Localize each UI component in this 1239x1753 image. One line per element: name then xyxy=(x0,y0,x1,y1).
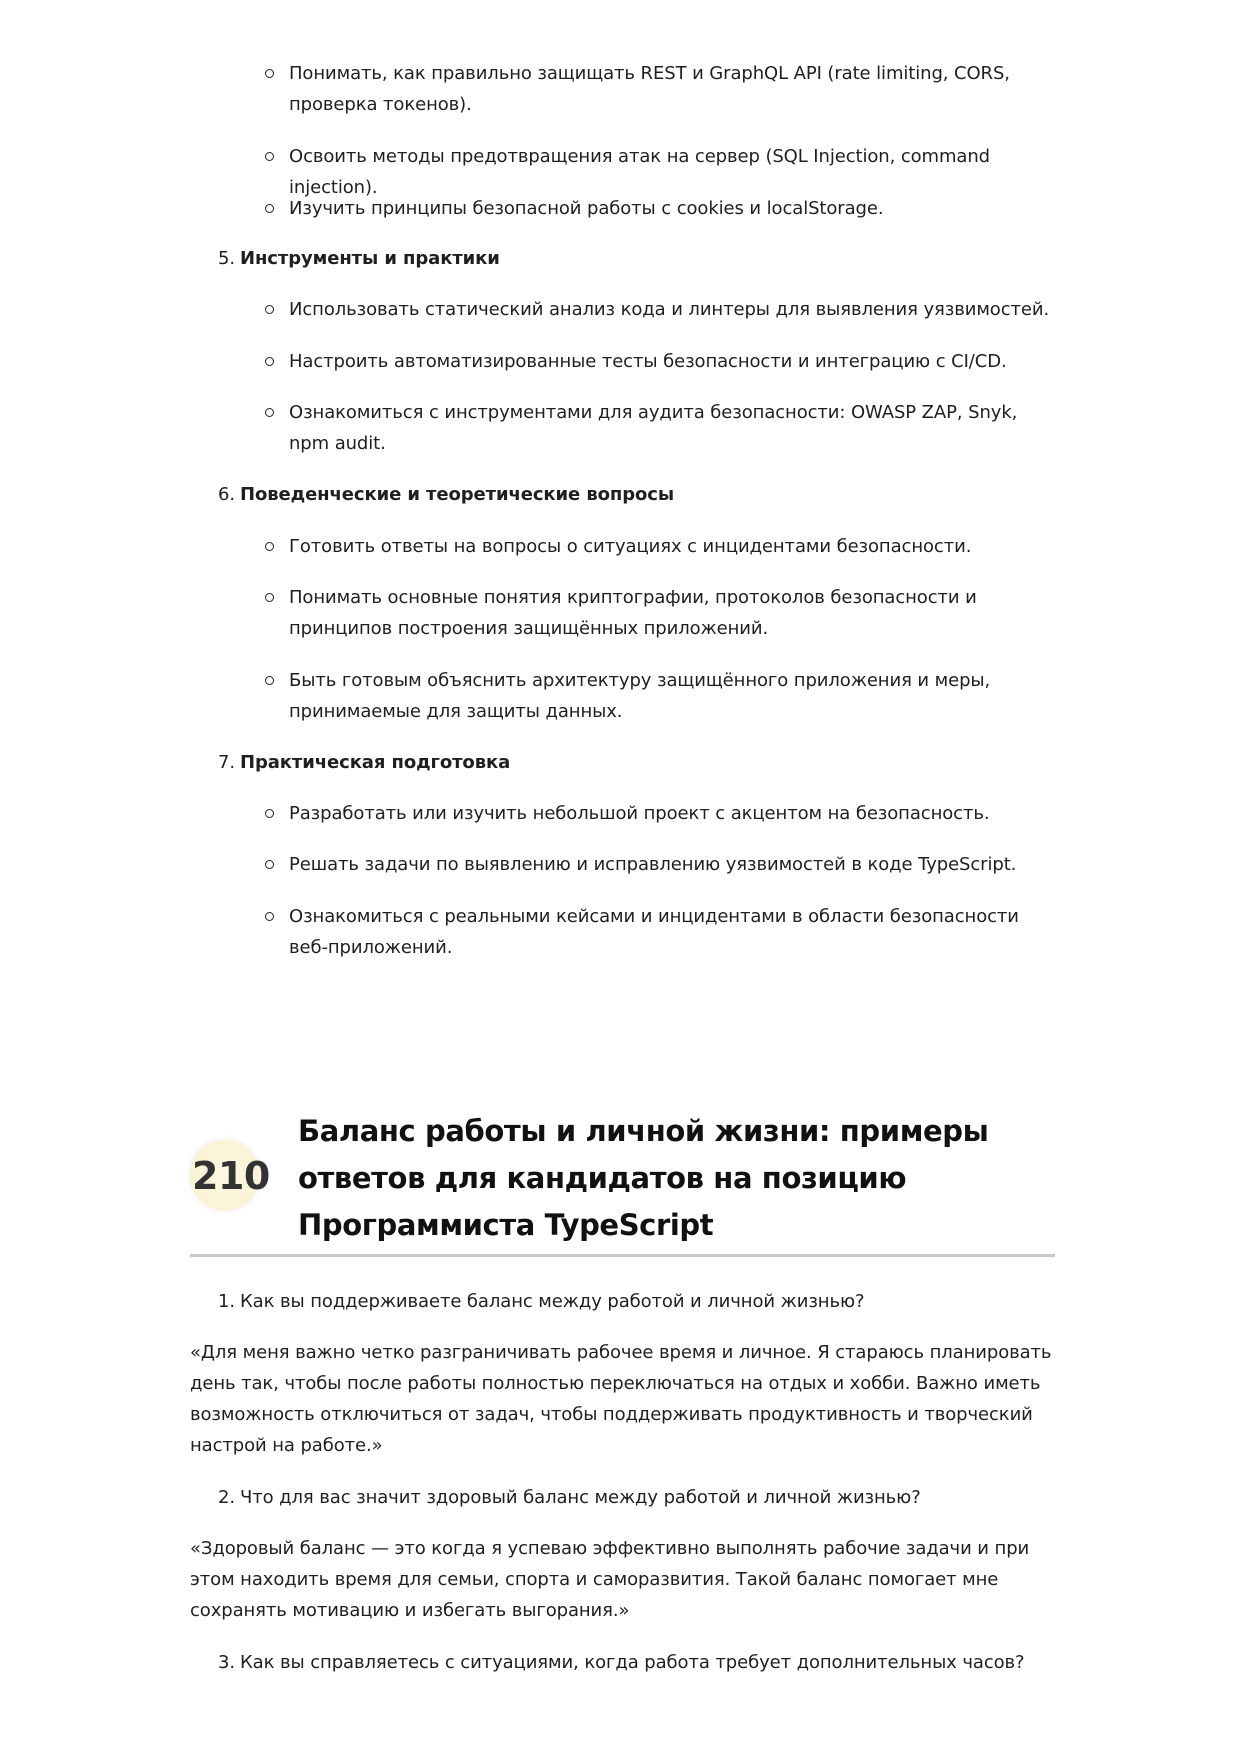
section-title: Практическая подготовка xyxy=(240,752,511,773)
list-item: Ознакомиться с реальными кейсами и инцидентами в области безопасности веб-приложений. xyxy=(289,901,1059,963)
list-item: Быть готовым объяснить архитектуру защищённого приложения и меры, принимаемые для защиты данных. xyxy=(289,665,1059,727)
question-3 xyxy=(218,1647,1025,1678)
section-number: 5. xyxy=(218,248,235,269)
answer-2: «Здоровый баланс — это когда я успеваю эффективно выполнять рабочие задачи и при этом находить время для семьи, спорта и саморазвития. Такой баланс помогает мне сохранять мотивацию и избегать выгорания.» xyxy=(190,1538,1030,1621)
question-2 xyxy=(218,1482,921,1513)
list-item: Использовать статический анализ кода и линтеры для выявления уязвимостей. xyxy=(289,294,1059,325)
section-title: Инструменты и практики xyxy=(240,248,500,269)
answer-1: «Для меня важно четко разграничивать рабочее время и личное. Я стараюсь планировать день так, чтобы после работы полностью переключаться на отдых и хобби. Важно иметь возможность отключиться от задач, чтобы поддерживать продуктивность и творческий настрой на работе.» xyxy=(190,1342,1052,1456)
chapter-number: 210 xyxy=(192,1154,270,1198)
question-text: Как вы поддерживаете баланс между работой и личной жизнью? xyxy=(240,1291,865,1312)
list-item: Понимать, как правильно защищать REST и GraphQL API (rate limiting, CORS, проверка токенов). xyxy=(289,58,1059,120)
section-number: 6. xyxy=(218,484,235,505)
section-6-heading xyxy=(218,479,674,510)
list-item: Понимать основные понятия криптографии, протоколов безопасности и принципов построения защищённых приложений. xyxy=(289,582,1059,644)
list-item: Изучить принципы безопасной работы с cookies и localStorage. xyxy=(289,193,1059,224)
list-item: Решать задачи по выявлению и исправлению уязвимостей в коде TypeScript. xyxy=(289,849,1059,880)
list-item: Готовить ответы на вопросы о ситуациях с инцидентами безопасности. xyxy=(289,531,1059,562)
list-item: Разработать или изучить небольшой проект с акцентом на безопасность. xyxy=(289,798,1059,829)
section-number: 7. xyxy=(218,752,235,773)
question-number: 1. xyxy=(218,1291,235,1312)
chapter-heading xyxy=(190,1108,1055,1257)
question-number: 2. xyxy=(218,1487,235,1508)
question-text: Что для вас значит здоровый баланс между работой и личной жизнью? xyxy=(240,1487,921,1508)
question-number: 3. xyxy=(218,1652,235,1673)
list-item: Ознакомиться с инструментами для аудита безопасности: OWASP ZAP, Snyk, npm audit. xyxy=(289,397,1059,459)
list-item: Настроить автоматизированные тесты безопасности и интеграцию с CI/CD. xyxy=(289,346,1059,377)
chapter-title: Баланс работы и личной жизни: примеры ответов для кандидатов на позицию Программиста TypeScript xyxy=(298,1114,989,1242)
list-item: Освоить методы предотвращения атак на сервер (SQL Injection, command injection). xyxy=(289,141,1059,203)
question-text: Как вы справляетесь с ситуациями, когда работа требует дополнительных часов? xyxy=(240,1652,1025,1673)
section-title: Поведенческие и теоретические вопросы xyxy=(240,484,675,505)
question-1 xyxy=(218,1286,864,1317)
section-7-heading xyxy=(218,747,510,778)
section-5-heading xyxy=(218,243,500,274)
